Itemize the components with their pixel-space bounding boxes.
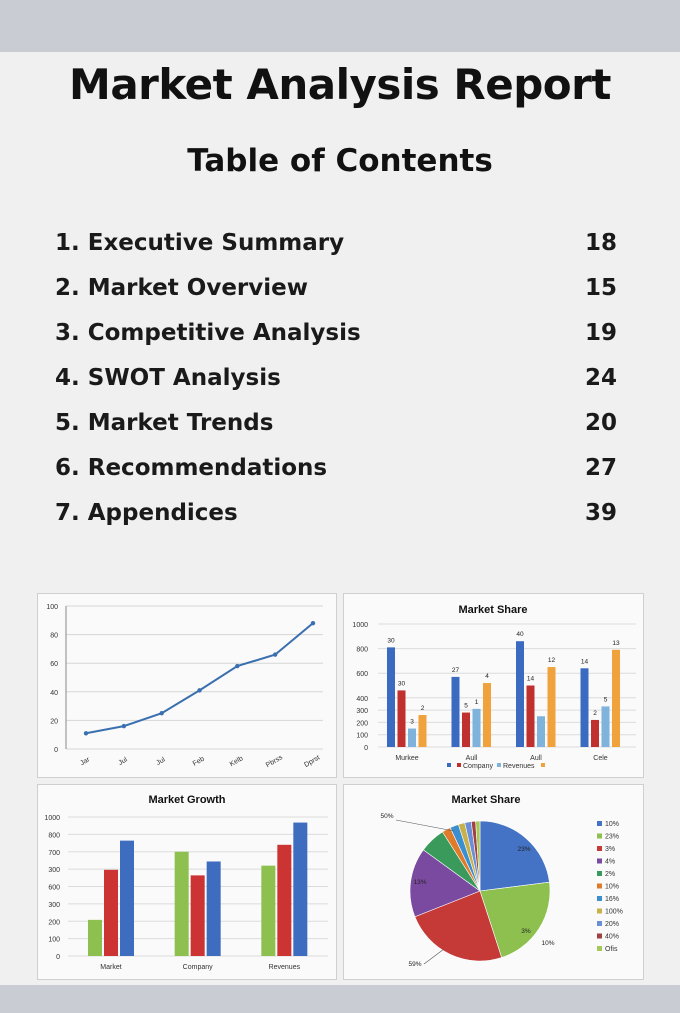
market-growth-bar-chart (38, 785, 336, 979)
y-tick-label: 0 (56, 954, 60, 961)
data-label: 2 (593, 709, 597, 717)
legend-swatch (597, 934, 602, 939)
bar (473, 709, 481, 747)
toc-item[interactable] (55, 445, 617, 490)
bar (175, 852, 189, 956)
y-tick-label: 20 (50, 718, 58, 726)
data-label: 13 (612, 639, 620, 647)
legend-swatch (597, 921, 602, 926)
bar (277, 845, 291, 956)
y-tick-label: 800 (48, 832, 60, 840)
y-tick-label: 800 (356, 646, 368, 654)
report-title: Market Analysis Report (69, 60, 611, 109)
bar (612, 650, 620, 747)
legend-label: 20% (605, 921, 620, 928)
bar (408, 729, 416, 747)
data-label: 40 (516, 631, 524, 639)
bar (462, 713, 470, 747)
data-label: 5 (603, 696, 608, 704)
data-label: 4 (485, 673, 489, 681)
legend-label: 40% (605, 933, 620, 941)
toc-item[interactable] (55, 310, 617, 355)
x-tick-label: Cele (593, 755, 608, 762)
toc-item[interactable] (55, 490, 617, 535)
x-tick-label: Jul (155, 756, 167, 767)
toc-item[interactable] (55, 220, 617, 265)
toc-item-label: 1. Executive Summary (55, 229, 345, 256)
toc-item-page: 20 (584, 409, 617, 436)
y-tick-label: 300 (48, 867, 60, 875)
y-tick-label: 600 (356, 671, 368, 679)
legend-swatch (597, 821, 602, 826)
toc-item-label: 5. Market Trends (55, 409, 274, 436)
x-tick-label: Murkee (395, 755, 419, 762)
y-tick-label: 60 (50, 661, 58, 669)
data-label: 3 (410, 718, 414, 726)
bar (120, 841, 134, 956)
slice-label: 10% (541, 940, 555, 947)
chart-title: Market Share (451, 794, 521, 806)
bar (537, 716, 545, 747)
bar (88, 920, 102, 956)
toc-item-label: 3. Competitive Analysis (55, 319, 361, 346)
legend-label: Company (463, 763, 493, 770)
bar (398, 690, 406, 747)
y-tick-label: 0 (364, 745, 368, 752)
bar (191, 875, 205, 956)
data-point (122, 724, 126, 728)
y-tick-label: 300 (48, 901, 60, 909)
legend-swatch (597, 871, 602, 876)
toc-item-page: 18 (584, 229, 617, 256)
x-tick-label: Company (182, 964, 213, 971)
y-tick-label: 200 (356, 720, 368, 728)
line-chart-panel (37, 593, 337, 778)
bar (261, 866, 275, 956)
data-line (86, 623, 313, 733)
x-tick-label: Jul (117, 756, 129, 767)
legend-swatch (447, 763, 451, 767)
x-tick-label: Kelb (228, 755, 245, 769)
bar (602, 706, 610, 747)
legend-swatch (597, 896, 602, 901)
slice-label: 23% (517, 846, 531, 853)
bar (527, 686, 535, 748)
data-label: 5 (464, 702, 468, 710)
toc-item-page: 39 (584, 499, 617, 526)
market-share-bar-chart-panel (343, 593, 644, 778)
toc-item[interactable] (55, 265, 617, 310)
slice-label: 59% (408, 961, 422, 968)
data-point (159, 711, 163, 715)
legend-swatch (597, 884, 602, 889)
table-of-contents (55, 220, 617, 535)
toc-heading: Table of Contents (187, 143, 493, 179)
market-share-bar-chart (344, 594, 643, 777)
leader-line (396, 820, 454, 831)
data-point (197, 688, 201, 692)
legend-label: 3% (605, 846, 616, 853)
x-tick-label: Aull (465, 755, 478, 762)
bar (581, 668, 589, 747)
toc-item-page: 15 (584, 274, 617, 301)
legend-swatch (597, 859, 602, 864)
toc-item-page: 19 (584, 319, 617, 346)
bar (483, 683, 491, 747)
chart-title: Market Share (458, 604, 528, 616)
legend-label: 10% (605, 821, 620, 828)
y-tick-label: 80 (50, 632, 58, 640)
chart-title: Market Growth (148, 794, 226, 806)
toc-item[interactable] (55, 355, 617, 400)
leader-line (424, 949, 444, 964)
data-point (273, 652, 277, 656)
x-tick-label: Pbrss (264, 754, 284, 770)
slice-label: 3% (521, 928, 531, 935)
x-tick-label: Jar (79, 756, 92, 768)
x-tick-label: Dprst (303, 754, 322, 769)
legend-label: 2% (605, 871, 616, 878)
pie-slice (480, 821, 549, 891)
bar (207, 861, 221, 956)
legend-label: 100% (605, 908, 623, 916)
y-tick-label: 600 (48, 884, 60, 892)
data-label: 27 (451, 666, 460, 674)
slice-label: 13% (413, 879, 427, 886)
slice-label: 50% (380, 813, 394, 820)
bar (387, 647, 395, 747)
top-margin-band (0, 0, 680, 52)
data-label: 30 (387, 637, 395, 645)
legend-label: 16% (605, 896, 620, 903)
data-label: 2 (420, 705, 425, 713)
x-tick-label: Revenues (268, 964, 301, 971)
data-label: 1 (474, 698, 479, 706)
toc-item-label: 4. SWOT Analysis (55, 364, 281, 391)
market-growth-bar-chart-panel (37, 784, 337, 980)
data-point (311, 621, 315, 625)
toc-item-page: 27 (584, 454, 617, 481)
toc-item-page: 24 (584, 364, 617, 391)
data-point (235, 664, 239, 668)
toc-item-label: 2. Market Overview (55, 274, 308, 301)
y-tick-label: 0 (54, 747, 58, 754)
market-share-pie-chart (344, 785, 643, 979)
legend-swatch (541, 763, 545, 767)
bar (452, 677, 460, 747)
legend-swatch (597, 846, 602, 851)
line-chart (38, 594, 336, 777)
legend-label: Ofis (605, 946, 618, 953)
legend-label: 4% (605, 858, 616, 866)
toc-item[interactable] (55, 400, 617, 445)
y-tick-label: 1000 (44, 815, 60, 822)
toc-item-label: 6. Recommendations (55, 454, 328, 481)
bar (548, 667, 556, 747)
y-tick-label: 300 (356, 708, 368, 716)
legend-swatch (597, 946, 602, 951)
legend-swatch (497, 763, 501, 767)
legend-swatch (597, 834, 602, 839)
data-label: 12 (547, 657, 556, 665)
bar (591, 720, 599, 747)
bar (419, 715, 427, 747)
legend-swatch (457, 763, 461, 767)
legend-label: 10% (605, 883, 620, 891)
y-tick-label: 100 (46, 604, 58, 611)
data-label: 14 (580, 658, 589, 666)
bar (293, 823, 307, 956)
data-label: 14 (526, 675, 535, 683)
y-tick-label: 100 (48, 936, 60, 944)
y-tick-label: 100 (356, 732, 368, 740)
legend-label: 23% (605, 833, 620, 841)
y-tick-label: 700 (48, 849, 60, 857)
bottom-margin-band (0, 985, 680, 1013)
market-share-pie-chart-panel (343, 784, 644, 980)
toc-item-label: 7. Appendices (55, 499, 238, 526)
data-point (84, 731, 88, 735)
data-label: 30 (397, 680, 406, 688)
legend-swatch (597, 909, 602, 914)
y-tick-label: 200 (48, 919, 60, 927)
y-tick-label: 40 (50, 689, 58, 697)
bar (516, 641, 524, 747)
x-tick-label: Feb (191, 755, 206, 768)
bar (104, 870, 118, 956)
y-tick-label: 400 (356, 695, 368, 703)
x-tick-label: Aull (530, 755, 542, 762)
legend-label: Revenues (503, 763, 535, 770)
x-tick-label: Market (100, 964, 122, 971)
y-tick-label: 1000 (352, 622, 368, 629)
